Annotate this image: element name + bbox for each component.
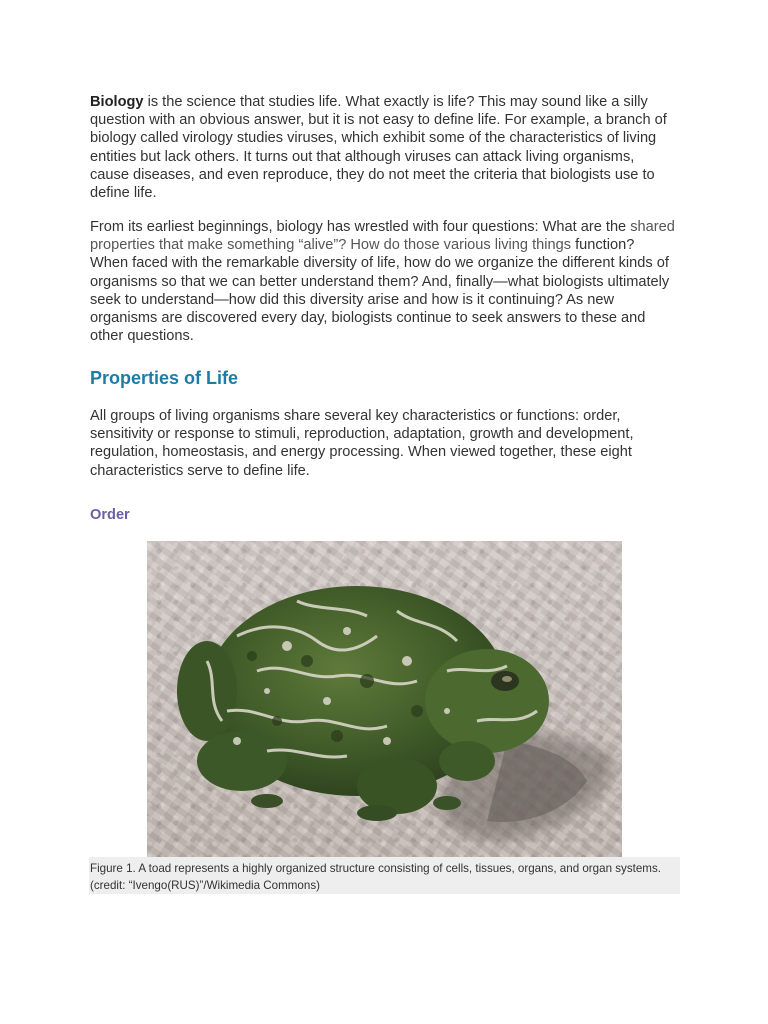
questions-rest: function? When faced with the remarkable diversity of life, how do we organize the different kinds of organisms so that we can better understand them? And, finally—what biologists ultimately seek to understand—how did this diversity arise and how is it continuing? As new organisms are discovered every day, biologists continue to seek answers to these and other questions. (90, 237, 670, 345)
subsection-heading: Order (90, 507, 130, 523)
section-paragraph: All groups of living organisms share several key characteristics or functions: order, sensitivity or response to stimuli, reproduction, adaptation, growth and development, regulation, homeostasis, and energy processing. When viewed together, these eight characteristics serve to define life. (90, 408, 634, 479)
toad-illustration (147, 541, 622, 857)
questions-line-1: From its earliest beginnings, biology has wrestled with four questions: What are the (90, 219, 627, 235)
figure-caption (89, 857, 680, 894)
questions-paragraph (90, 218, 675, 345)
section-heading: Properties of Life (90, 368, 239, 388)
bold-term: Biology (90, 94, 144, 110)
caption-line-2: (credit: “Ivengo(RUS)”/Wikimedia Commons) (90, 879, 320, 892)
questions-line-2: shared properties that make something “alive”? How do those various living things (90, 219, 675, 254)
toad-photo (147, 541, 622, 857)
intro-paragraph (90, 93, 675, 202)
intro-text: is the science that studies life. What exactly is life? This may sound like a silly question with an obvious answer, but it is not easy to define life. For example, a branch of biology called virology studies viruses, which exhibit some of the characteristics of living entities but lack others. It turns out that although viruses can attack living organisms, cause diseases, and even reproduce, they do not meet the criteria that biologists use to define life. (90, 94, 667, 202)
caption-line-1: Figure 1. A toad represents a highly organized structure consisting of cells, tissues, organs, and organ systems. (90, 862, 661, 875)
